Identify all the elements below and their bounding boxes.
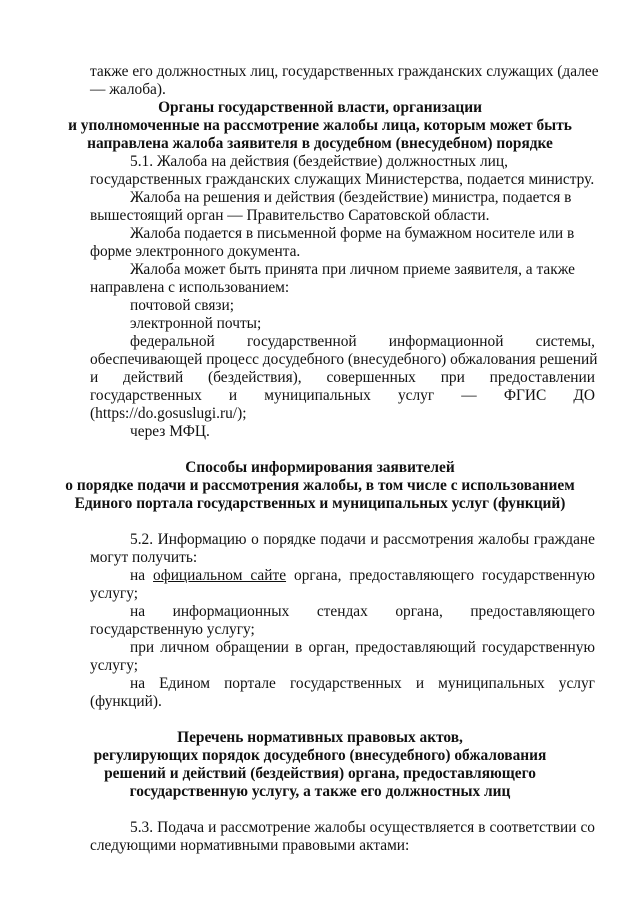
paragraph-line: направлена с использованием: [90,279,290,296]
paragraph-line: вышестоящий орган — Правительство Саратовской области. [90,207,490,224]
list-item: почтовой связи; [130,297,234,314]
paragraph-line: 5.1. Жалоба на действия (бездействие) должностных лиц, [130,153,508,170]
list-item-line: государственных и муниципальных услуг — ФГИС ДО [90,387,595,404]
list-item-line [130,567,595,584]
list-item-line: (https://do.gosuslugi.ru/); [90,405,247,422]
list-item-line: услугу; [90,657,138,674]
paragraph-line: государственных гражданских служащих Министерства, подается министру. [90,171,595,188]
section-heading-line: Способы информирования заявителей [185,459,455,476]
paragraph-line: Жалоба подается в письменной форме на бумажном носителе или в [130,225,575,242]
section-heading-line: Органы государственной власти, организации [158,99,482,116]
list-item-line: на Едином портале государственных и муниципальных услуг [130,675,595,692]
list-item-line: при личном обращении в орган, предоставляющий государственную [130,639,595,656]
body-text-line: — жалоба). [90,81,166,98]
list-item-text: органа, предоставляющего государственную [294,567,595,584]
list-item-line: обеспечивающей процесс досудебного (внесудебного) обжалования решений [90,351,598,368]
section-heading-line: направлена жалоба заявителя в досудебном (внесудебном) порядке [87,135,553,152]
list-item-text: на [130,567,146,584]
body-text-line: также его должностных лиц, государственных гражданских служащих (далее [90,63,599,80]
list-item: через МФЦ. [130,423,210,440]
section-heading-line: Единого портала государственных и муниципальных услуг (функций) [74,495,566,512]
official-site-link[interactable]: официальном сайте [153,567,287,584]
section-heading-line: решений и действий (бездействия) органа, предоставляющего [104,765,536,782]
paragraph-line: следующими нормативными правовыми актами: [90,837,410,854]
list-item-line: услугу; [90,585,138,602]
paragraph-line: 5.3. Подача и рассмотрение жалобы осуществляется в соответствии со [130,819,595,836]
section-heading-line: и уполномоченные на рассмотрение жалобы лица, которым может быть [68,117,572,134]
list-item-line: на информационных стендах органа, предоставляющего [130,603,595,620]
section-heading-line: регулирующих порядок досудебного (внесудебного) обжалования [93,747,547,764]
paragraph-line: форме электронного документа. [90,243,301,260]
list-item-line: федеральной государственной информационной системы, [130,333,595,350]
list-item-line: и действий (бездействия), совершенных при предоставлении [90,369,595,386]
list-item-line: государственную услугу; [90,621,255,638]
paragraph-line: 5.2. Информацию о порядке подачи и рассмотрения жалобы граждане [130,531,595,548]
paragraph-line: могут получить: [90,549,198,566]
section-heading-line: государственную услугу, а также его должностных лиц [129,783,511,800]
list-item-line: (функций). [90,693,162,710]
list-item: электронной почты; [130,315,262,332]
section-heading-line: о порядке подачи и рассмотрения жалобы, в том числе с использованием [65,477,575,494]
paragraph-line: Жалоба может быть принята при личном приеме заявителя, а также [130,261,575,278]
section-heading-line: Перечень нормативных правовых актов, [177,729,463,746]
paragraph-line: Жалоба на решения и действия (бездействие) министра, подается в [130,189,572,206]
